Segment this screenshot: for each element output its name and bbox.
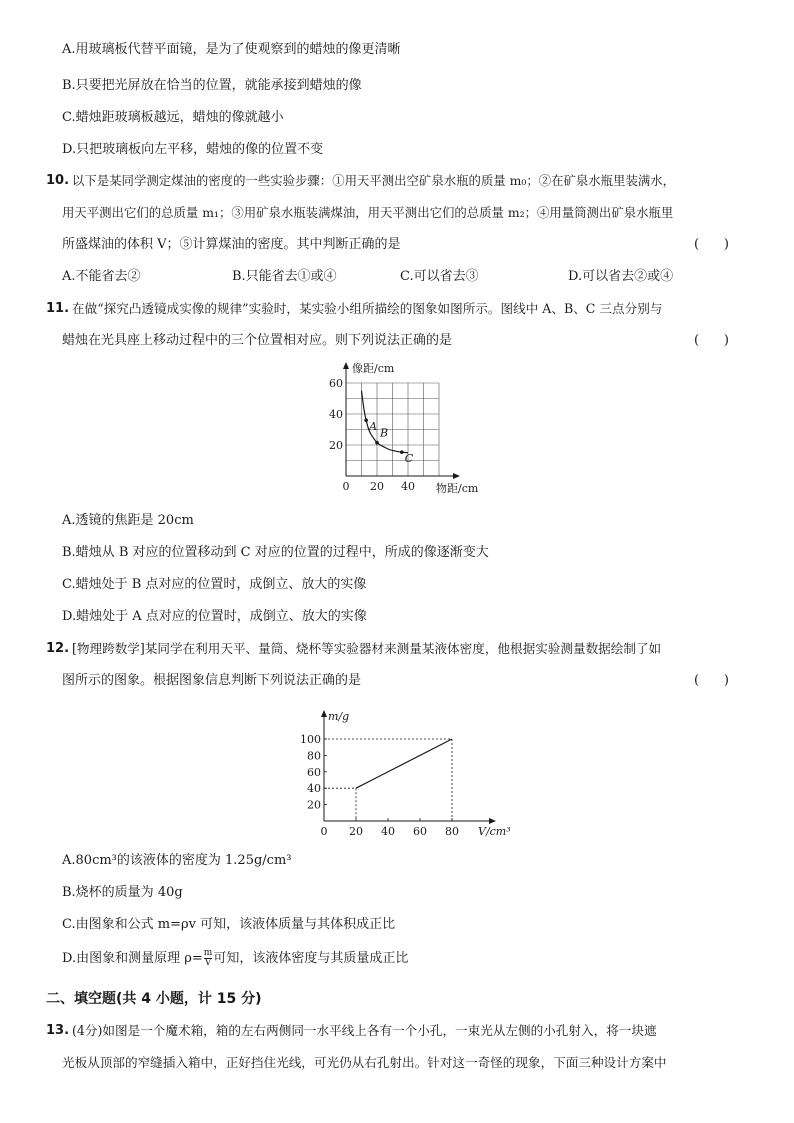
- q9-option-a: A.用玻璃板代替平面镜，是为了使观察到的蜡烛的像更清晰: [62, 42, 401, 57]
- q12-line-2: 图所示的图象。根据图象信息判断下列说法正确的是: [62, 673, 362, 688]
- q11-option-d: D.蜡烛处于 A 点对应的位置时，成倒立、放大的实像: [62, 609, 367, 624]
- y-tick-label: 60: [307, 765, 321, 779]
- q11-number: 11.: [46, 301, 70, 316]
- chart2-axes: [321, 710, 496, 824]
- chart1-xlabel: 物距/cm: [436, 482, 479, 495]
- q10-option-c: C.可以省去③: [400, 269, 479, 284]
- y-axis-arrow: [321, 710, 327, 717]
- q11-option-b: B.蜡烛从 B 对应的位置移动到 C 对应的位置的过程中，所成的像逐渐变大: [62, 545, 489, 560]
- y-tick-label: 20: [329, 439, 343, 452]
- q11-line-1: 在做“探究凸透镜成实像的规律”实验时，某实验小组所描绘的图象如图所示。图线中 A、B、C 三点分别与: [72, 301, 663, 316]
- q13-line-2: 光板从顶部的窄缝插入箱中，正好挡住光线，可光仍从右孔射出。针对这一奇怪的现象，下面三种设计方案中: [62, 1055, 667, 1070]
- point-label-a: A: [369, 420, 378, 434]
- x-tick-label: 80: [445, 825, 459, 838]
- q11-option-a: A.透镜的焦距是 20cm: [62, 513, 194, 528]
- point-label-c: C: [404, 452, 414, 466]
- q12-number: 12.: [46, 641, 70, 656]
- q10-option-d: D.可以省去②或④: [568, 269, 674, 284]
- x-tick-label: 0: [342, 480, 350, 493]
- x-tick-label: 20: [370, 480, 384, 493]
- x-tick-label: 0: [320, 825, 328, 838]
- y-axis-arrow: [343, 362, 349, 369]
- q10-option-b: B.只能省去①或④: [232, 269, 337, 284]
- q9-option-c: C.蜡烛距玻璃板越远，蜡烛的像就越小: [62, 110, 284, 125]
- q13-number: 13.: [46, 1023, 70, 1038]
- q12-answer-paren: ( ): [694, 673, 729, 688]
- q12-line-1: [物理跨数学]某同学在利用天平、量筒、烧杯等实验器材来测量某液体密度，他根据实验测量数据绘制了如: [72, 641, 662, 656]
- q12-option-c: C.由图象和公式 m=ρv 可知，该液体质量与其体积成正比: [62, 917, 396, 932]
- y-tick-label: 60: [329, 377, 343, 390]
- density-fraction: [204, 949, 213, 968]
- q10-line-3: 所盛煤油的体积 V；⑤计算煤油的密度。其中判断正确的是: [62, 237, 401, 252]
- lens-image-distance-chart: [318, 358, 498, 498]
- chart1-grid: [346, 383, 439, 476]
- q10-answer-paren: ( ): [694, 237, 729, 252]
- q11-line-2: 蜡烛在光具座上移动过程中的三个位置相对应。则下列说法正确的是: [62, 333, 453, 348]
- point-c: [400, 450, 404, 454]
- chart2-guide-lines: [324, 739, 452, 821]
- q10-line-2: 用天平测出它们的总质量 m₁；③用矿泉水瓶装满煤油，用天平测出它们的总质量 m₂；④用量筒测出矿泉水瓶里: [62, 205, 674, 220]
- q12-option-b: B.烧杯的质量为 40g: [62, 885, 183, 900]
- q12-option-d-prefix: D.由图象和测量原理 ρ=: [62, 951, 203, 966]
- q13-line-1: (4分)如图是一个魔术箱，箱的左右两侧同一水平线上各有一个小孔，一束光从左侧的小孔射入，将一块遮: [72, 1023, 657, 1038]
- y-tick-label: 20: [307, 798, 321, 812]
- q10-option-a: A.不能省去②: [62, 269, 141, 284]
- chart1-axes: [343, 362, 460, 479]
- q12-option-d: [62, 948, 408, 970]
- x-tick-label: 60: [413, 825, 427, 838]
- q10-line-1: 以下是某同学测定煤油的密度的一些实验步骤：①用天平测出空矿泉水瓶的质量 m₀；②在矿泉水瓶里装满水，: [72, 173, 676, 188]
- fraction-denominator: V: [204, 958, 212, 968]
- chart1-ylabel: 像距/cm: [352, 362, 395, 375]
- y-tick-label: 80: [307, 749, 321, 763]
- point-label-b: B: [380, 426, 389, 440]
- fraction-numerator: m: [203, 948, 213, 958]
- point-b: [375, 441, 379, 445]
- point-a: [364, 418, 368, 422]
- q12-option-d-suffix: 可知，该液体密度与其质量成正比: [213, 951, 409, 966]
- chart2-ylabel: m/g: [328, 710, 350, 723]
- x-axis-arrow: [453, 473, 460, 479]
- y-tick-label: 40: [307, 782, 321, 796]
- chart1-points: [364, 418, 413, 465]
- q12-option-a: A.80cm³的该液体的密度为 1.25g/cm³: [62, 853, 292, 868]
- y-tick-label: 100: [300, 733, 321, 746]
- mass-volume-chart: [300, 704, 520, 838]
- x-axis-arrow: [489, 818, 496, 824]
- x-tick-label: 40: [401, 480, 415, 493]
- q9-option-d: D.只把玻璃板向左平移，蜡烛的像的位置不变: [62, 142, 324, 157]
- q9-option-b: B.只要把光屏放在恰当的位置，就能承接到蜡烛的像: [62, 78, 362, 93]
- q11-option-c: C.蜡烛处于 B 点对应的位置时，成倒立、放大的实像: [62, 577, 367, 592]
- chart2-xlabel: V/cm³: [478, 825, 511, 838]
- chart2-series-line: [356, 739, 452, 788]
- q10-number: 10.: [46, 173, 70, 188]
- x-tick-label: 40: [381, 825, 395, 838]
- x-tick-label: 20: [349, 825, 363, 838]
- q11-answer-paren: ( ): [694, 333, 729, 348]
- y-tick-label: 40: [329, 408, 343, 421]
- section-title-fill-in: 二、填空题(共 4 小题，计 15 分): [46, 991, 262, 1007]
